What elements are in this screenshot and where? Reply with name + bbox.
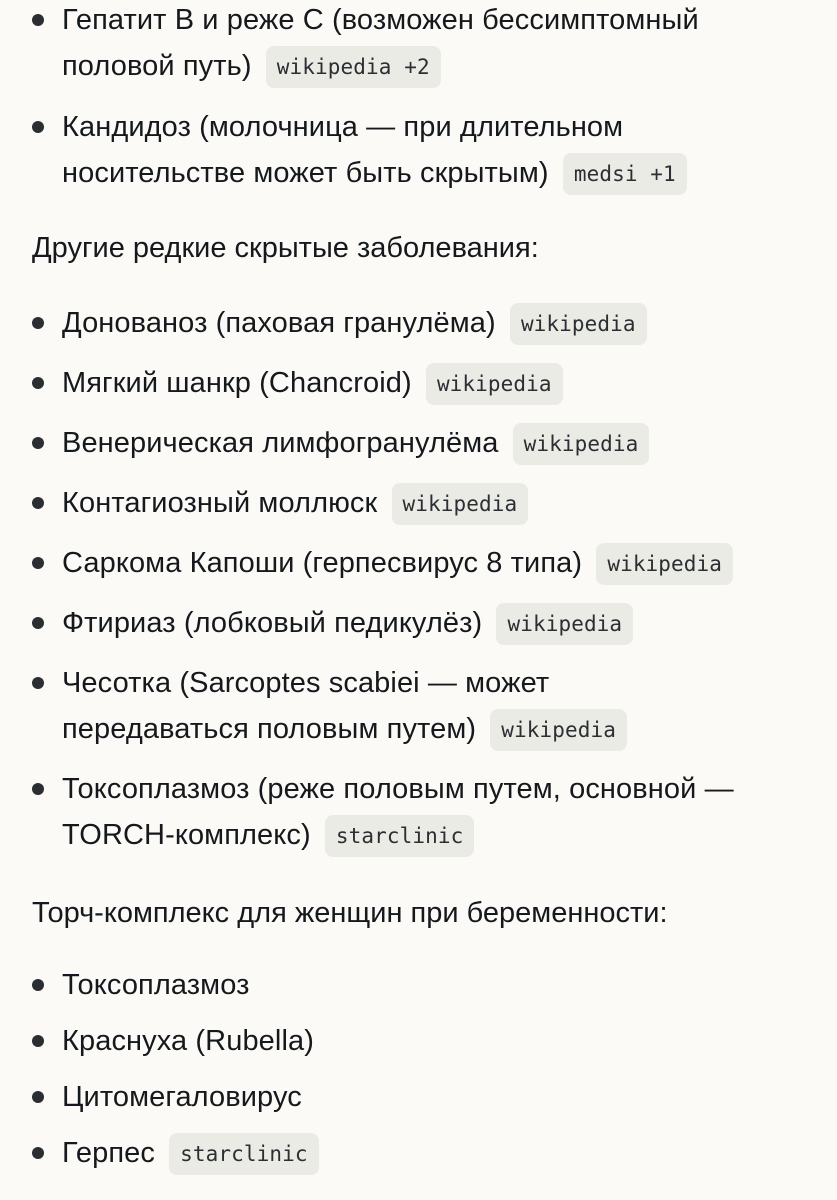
bullet-icon [32, 377, 44, 389]
list-item-text: Токсоплазмоз [62, 969, 250, 1001]
list-item-text: Фтириаз (лобковый педикулёз) [62, 607, 483, 639]
bullet-icon [32, 1035, 44, 1047]
bullet-icon [32, 677, 44, 689]
bullet-icon [32, 1091, 44, 1103]
list-item-text: Герпес [62, 1137, 155, 1169]
bullet-icon [32, 121, 44, 133]
std-list-continued [0, 0, 837, 196]
source-citation-chip[interactable]: wikipedia [490, 709, 627, 751]
bullet-icon [32, 617, 44, 629]
source-citation-chip[interactable]: starclinic [169, 1133, 318, 1175]
list-item-text: Цитомегаловирус [62, 1081, 302, 1113]
source-citation-chip[interactable]: wikipedia [426, 363, 563, 405]
bullet-icon [32, 1147, 44, 1159]
source-citation-chip[interactable]: wikipedia [392, 483, 529, 525]
list-item [0, 962, 837, 1008]
list-item [0, 660, 837, 752]
source-citation-chip[interactable]: wikipedia +2 [266, 46, 441, 88]
source-citation-chip[interactable]: medsi +1 [563, 153, 687, 195]
bullet-icon [32, 557, 44, 569]
list-item [0, 360, 837, 406]
list-item-text: Венерическая лимфогранулёма [62, 427, 499, 459]
list-item-text: Саркома Капоши (герпесвирус 8 типа) [62, 547, 583, 579]
list-item [0, 104, 837, 196]
list-item [0, 1074, 837, 1120]
list-item [0, 600, 837, 646]
list-item-text: Мягкий шанкр (Chancroid) [62, 367, 412, 399]
list-item [0, 1018, 837, 1064]
list-item-text: Кандидоз (молочница — при длительном носительстве может быть скрытым) [62, 111, 624, 189]
source-citation-chip[interactable]: starclinic [325, 815, 474, 857]
bullet-icon [32, 497, 44, 509]
rare-diseases-list [0, 300, 837, 858]
bullet-icon [32, 317, 44, 329]
list-item [0, 0, 837, 89]
source-citation-chip[interactable]: wikipedia [510, 303, 647, 345]
section-heading-rare-diseases: Другие редкие скрытые заболевания: [32, 232, 539, 264]
list-item [0, 480, 837, 526]
torch-list [0, 962, 837, 1176]
section-heading-torch: Торч-комплекс для женщин при беременности: [32, 897, 668, 929]
list-item-text: Донованоз (паховая гранулёма) [62, 307, 496, 339]
source-citation-chip[interactable]: wikipedia [596, 543, 733, 585]
bullet-icon [32, 783, 44, 795]
list-item [0, 540, 837, 586]
list-item [0, 766, 837, 858]
list-item [0, 1130, 837, 1176]
list-item-text: Чесотка (Sarcoptes scabiei — может передаваться половым путем) [62, 667, 550, 745]
source-citation-chip[interactable]: wikipedia [513, 423, 650, 465]
list-item [0, 300, 837, 346]
bullet-icon [32, 14, 44, 26]
list-item [0, 420, 837, 466]
bullet-icon [32, 437, 44, 449]
source-citation-chip[interactable]: wikipedia [496, 603, 633, 645]
bullet-icon [32, 979, 44, 991]
list-item-text: Краснуха (Rubella) [62, 1025, 314, 1057]
list-item-text: Контагиозный моллюск [62, 487, 378, 519]
list-item-text: Токсоплазмоз (реже половым путем, основной — TORCH-комплекс) [62, 773, 734, 851]
list-item-text: Гепатит B и реже C (возможен бессимптомный половой путь) [62, 4, 699, 82]
